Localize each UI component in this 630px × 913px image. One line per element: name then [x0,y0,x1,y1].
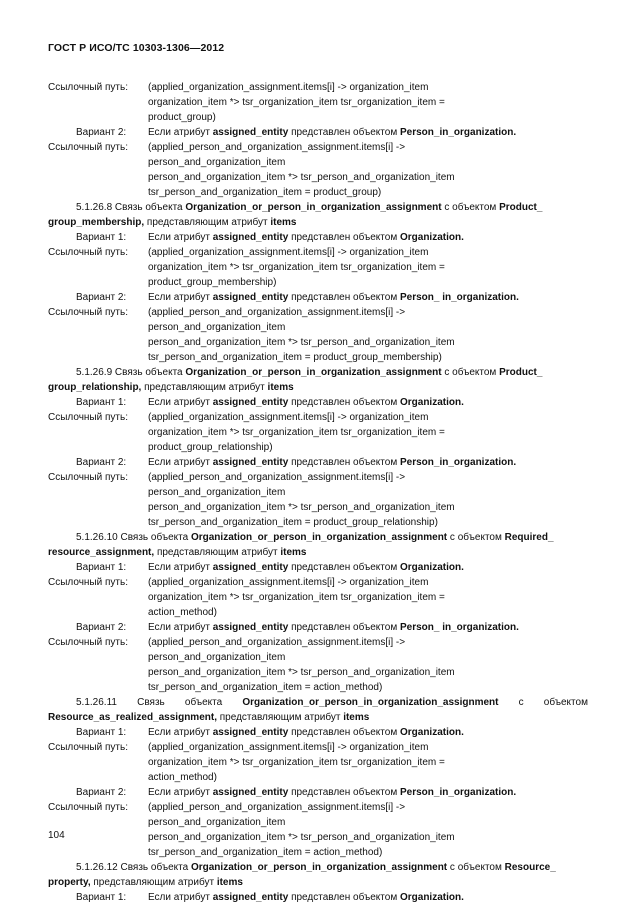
bold-term: assigned_entity [212,292,289,303]
bold-term: assigned_entity [212,127,289,138]
line-text [148,395,588,410]
text-run: 5.1.26.10 Связь объекта [76,532,191,543]
continuation-line [48,185,588,200]
line-text [148,470,588,485]
text-run: представлен объектом [288,457,400,468]
labeled-line [48,725,588,740]
bold-term: items [343,712,370,723]
labeled-line [48,230,588,245]
text-run: person_and_organization_item [148,157,286,168]
bold-term: Organization. [399,727,464,738]
line-label: Ссылочный путь: [48,142,128,153]
bold-term: assigned_entity [212,562,289,573]
line-label: Вариант 1: [76,397,127,408]
continuation-line [48,665,588,680]
text-run: product_group_relationship) [148,442,273,453]
text-run: представляющим атрибут [141,382,268,393]
labeled-line [48,575,588,590]
continuation-line [48,320,588,335]
text-run: представлен объектом [288,787,400,798]
line-label: Ссылочный путь: [48,802,128,813]
line-label: Вариант 2: [76,457,127,468]
bold-term: Organization. [399,892,464,903]
continuation-line [48,680,588,695]
labeled-line [48,560,588,575]
bold-term: assigned_entity [212,622,289,633]
text-run: organization_item *> tsr_organization_item tsr_organization_item = [148,97,445,108]
text-run: Если атрибут [148,127,213,138]
text-run: person_and_organization_item [148,652,286,663]
section-heading [48,200,588,215]
text-run: product_group_membership) [148,277,277,288]
text-run: (applied_person_and_organization_assignment.items[i] -> [148,307,406,318]
text-run: person_and_organization_item [148,817,286,828]
line-label: Вариант 1: [76,892,127,903]
text-run: (applied_person_and_organization_assignment.items[i] -> [148,472,406,483]
text-run: product_group) [148,112,216,123]
continuation-line [48,755,588,770]
text-run: (applied_organization_assignment.items[i] -> organization_item [148,412,429,423]
text-run: представлен объектом [288,397,400,408]
line-label: Вариант 1: [76,232,127,243]
text-run: Связь [137,697,165,708]
page-number: 104 [48,830,65,841]
bold-term: Organization_or_person_in_organization_assignment [185,367,442,378]
bold-term: items [267,382,294,393]
line-label: Ссылочный путь: [48,307,128,318]
text-run: с объектом [441,202,500,213]
text-run: Если атрибут [148,292,213,303]
line-label: Ссылочный путь: [48,637,128,648]
text-run: (applied_person_and_organization_assignment.items[i] -> [148,802,406,813]
labeled-line [48,740,588,755]
line-label: Вариант 1: [76,562,127,573]
bold-term: Person_in_organization. [399,787,517,798]
continuation-line [48,650,588,665]
continuation-line [48,500,588,515]
text-run: (applied_person_and_organization_assignment.items[i] -> [148,142,406,153]
text-run: person_and_organization_item *> tsr_person_and_organization_item [148,667,455,678]
text-run: organization_item *> tsr_organization_item tsr_organization_item = [148,757,445,768]
line-text [148,620,588,635]
labeled-line [48,635,588,650]
text-run: представлен объектом [288,562,400,573]
text-run: представляющим атрибут [154,547,281,558]
document-header: ГОСТ Р ИСО/ТС 10303-1306—2012 [48,42,225,54]
bold-term: group_membership, [48,217,145,228]
text-run: Если атрибут [148,232,213,243]
text-run: (applied_organization_assignment.items[i] -> organization_item [148,247,429,258]
line-text [148,635,588,650]
text-run: organization_item *> tsr_organization_item tsr_organization_item = [148,262,445,273]
text-run: tsr_person_and_organization_item = action_method) [148,682,383,693]
line-text [148,575,588,590]
bold-term: assigned_entity [212,727,289,738]
text-run: представляющим атрибут [144,217,271,228]
line-label: Ссылочный путь: [48,472,128,483]
labeled-line [48,245,588,260]
labeled-line [48,80,588,95]
line-label: Вариант 2: [76,787,127,798]
text-run: person_and_organization_item *> tsr_person_and_organization_item [148,337,455,348]
line-label: Вариант 2: [76,622,127,633]
line-label: Вариант 2: [76,127,127,138]
text-run: person_and_organization_item [148,322,286,333]
continuation-line [48,515,588,530]
text-run: person_and_organization_item *> tsr_person_and_organization_item [148,832,455,843]
text-run: Если атрибут [148,727,213,738]
continuation-line [48,830,588,845]
bold-term: items [280,547,307,558]
continuation-line [48,485,588,500]
text-run: Если атрибут [148,787,213,798]
text-run: Если атрибут [148,397,213,408]
text-run: Если атрибут [148,622,213,633]
bold-term: Organization_or_person_in_organization_assignment [190,862,448,873]
labeled-line [48,800,588,815]
bold-term: Organization_or_person_in_organization_assignment [185,202,442,213]
labeled-line [48,140,588,155]
line-label: Ссылочный путь: [48,742,128,753]
line-text [148,290,588,305]
labeled-line [48,620,588,635]
text-run: представлен объектом [288,232,400,243]
continuation-line [48,335,588,350]
text-run: tsr_person_and_organization_item = product_group_membership) [148,352,442,363]
text-run: action_method) [148,607,217,618]
text-run: представлен объектом [288,292,400,303]
bold-term: assigned_entity [212,457,289,468]
text-run: представлен объектом [288,727,400,738]
continuation-line [48,605,588,620]
labeled-line [48,470,588,485]
bold-term: assigned_entity [212,787,289,798]
section-heading-continued [48,875,588,890]
text-run: 5.1.26.8 Связь объекта [76,202,186,213]
text-run: 5.1.26.12 Связь объекта [76,862,191,873]
line-label: Вариант 1: [76,727,127,738]
document-body [48,80,588,905]
line-text [148,305,588,320]
line-text [148,230,588,245]
text-run: с [518,697,524,708]
text-run: объекта [184,697,223,708]
text-run: action_method) [148,772,217,783]
line-label: Вариант 2: [76,292,127,303]
bold-term: group_relationship, [48,382,142,393]
bold-term: Organization. [399,232,464,243]
text-run: Если атрибут [148,562,213,573]
section-heading [48,365,588,380]
continuation-line [48,155,588,170]
labeled-line [48,305,588,320]
text-run: представляющим атрибут [90,877,217,888]
bold-term: Resource_ [504,862,556,873]
text-run: с объектом [447,862,505,873]
bold-term: assigned_entity [212,397,289,408]
bold-term: Person_in_organization. [399,127,517,138]
text-run: (applied_person_and_organization_assignment.items[i] -> [148,637,406,648]
text-run: (applied_organization_assignment.items[i] -> organization_item [148,82,429,93]
text-run: представляющим атрибут [216,712,344,723]
text-run: представлен объектом [288,892,400,903]
text-run: Если атрибут [148,892,213,903]
line-text [148,410,588,425]
text-run: tsr_person_and_organization_item = product_group_relationship) [148,517,438,528]
line-text [148,455,588,470]
text-run: представлен объектом [288,622,400,633]
bold-term: Organization_or_person_in_organization_assignment [242,697,499,708]
continuation-line [48,425,588,440]
labeled-line [48,890,588,905]
continuation-line [48,95,588,110]
text-run: tsr_person_and_organization_item = action_method) [148,847,383,858]
line-text [148,800,588,815]
line-text [148,725,588,740]
bold-term: assigned_entity [212,232,289,243]
section-heading [48,695,588,710]
bold-term: items [270,217,297,228]
line-text [148,140,588,155]
line-label: Ссылочный путь: [48,247,128,258]
section-heading-continued [48,545,588,560]
line-text [148,125,588,140]
labeled-line [48,125,588,140]
text-run: (applied_organization_assignment.items[i] -> organization_item [148,577,429,588]
text-run: Если атрибут [148,457,213,468]
labeled-line [48,290,588,305]
section-heading [48,530,588,545]
bold-term: assigned_entity [212,892,289,903]
bold-term: Product_ [499,202,543,213]
continuation-line [48,275,588,290]
line-text [148,560,588,575]
line-label: Ссылочный путь: [48,412,128,423]
continuation-line [48,815,588,830]
bold-term: resource_assignment, [48,547,155,558]
continuation-line [48,110,588,125]
bold-term: Person_ in_organization. [399,622,519,633]
section-heading-continued [48,380,588,395]
text-run: представлен объектом [288,127,400,138]
line-text [148,785,588,800]
continuation-line [48,440,588,455]
labeled-line [48,395,588,410]
text-run: person_and_organization_item [148,487,286,498]
text-run: 5.1.26.11 [76,697,117,708]
continuation-line [48,170,588,185]
line-label: Ссылочный путь: [48,577,128,588]
text-run: с объектом [441,367,500,378]
text-run: объектом [543,697,588,708]
bold-term: Organization. [399,562,464,573]
text-run: organization_item *> tsr_organization_item tsr_organization_item = [148,592,445,603]
continuation-line [48,590,588,605]
section-heading-continued [48,710,588,725]
text-run: tsr_person_and_organization_item = product_group) [148,187,382,198]
text-run: person_and_organization_item *> tsr_person_and_organization_item [148,172,455,183]
continuation-line [48,770,588,785]
bold-term: items [216,877,243,888]
line-text [148,890,588,905]
labeled-line [48,410,588,425]
line-text [148,80,588,95]
bold-term: Person_ in_organization. [399,292,519,303]
text-run: (applied_organization_assignment.items[i] -> organization_item [148,742,429,753]
labeled-line [48,785,588,800]
continuation-line [48,845,588,860]
section-heading-continued [48,215,588,230]
section-heading [48,860,588,875]
continuation-line [48,260,588,275]
text-run: 5.1.26.9 Связь объекта [76,367,186,378]
continuation-line [48,350,588,365]
text-run: person_and_organization_item *> tsr_person_and_organization_item [148,502,455,513]
line-text [148,245,588,260]
text-run: с объектом [447,532,505,543]
bold-term: Resource_as_realized_assignment, [48,712,217,723]
bold-term: property, [48,877,91,888]
text-run: organization_item *> tsr_organization_item tsr_organization_item = [148,427,445,438]
bold-term: Person_in_organization. [399,457,517,468]
line-label: Ссылочный путь: [48,82,128,93]
bold-term: Organization. [399,397,464,408]
labeled-line [48,455,588,470]
bold-term: Organization_or_person_in_organization_assignment [190,532,448,543]
bold-term: Required_ [504,532,554,543]
bold-term: Product_ [499,367,543,378]
line-text [148,740,588,755]
